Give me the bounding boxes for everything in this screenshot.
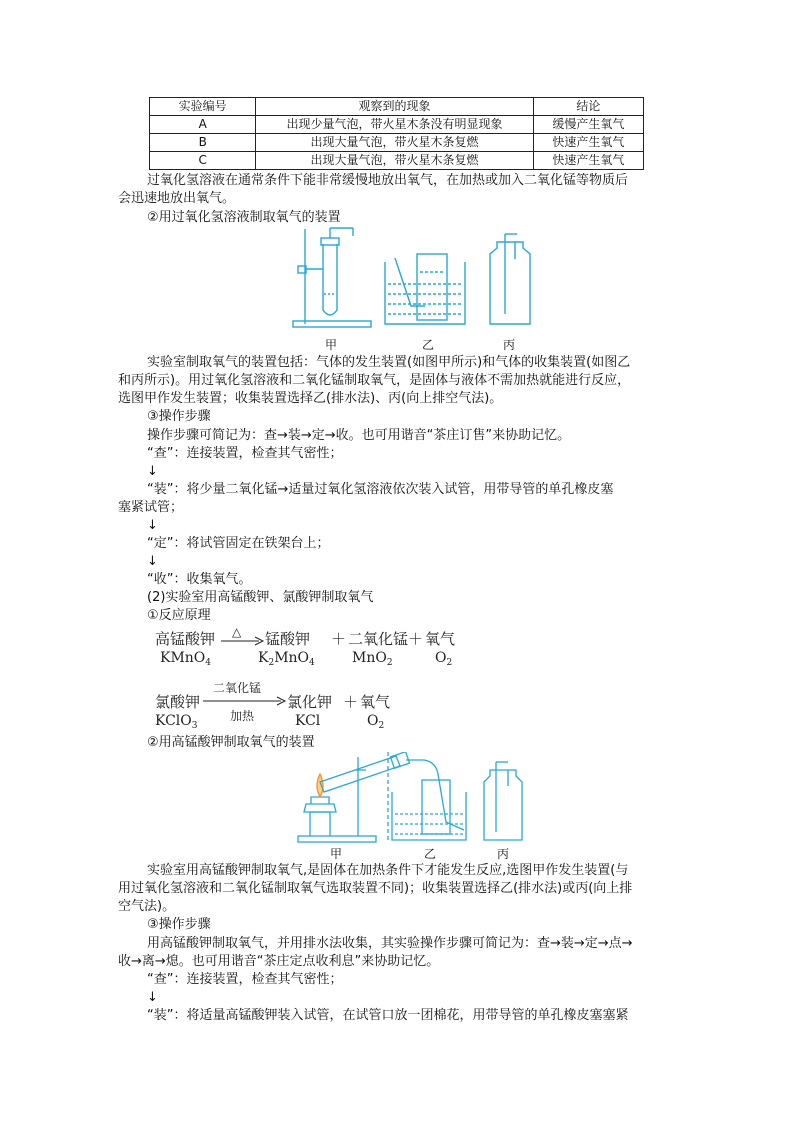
equation-kclo3 [155,683,485,731]
figure-label: 丙 [497,847,510,861]
figure-label: 乙 [424,847,437,861]
equation-kmno4 [155,625,485,676]
product-name: 氧气 [360,693,391,711]
figure-label: 乙 [422,338,435,352]
table-cell: A [150,116,256,134]
reaction-condition-top: 二氧化锰 [213,681,262,695]
paragraph-line: 和丙所示)。用过氧化氢溶液和二氧化锰制取氧气，是固体与液体不需加热就能进行反应， [118,373,631,388]
product-formula: KCl [295,713,321,729]
table-cell: B [150,134,256,152]
table-cell: 出现少量气泡，带火星木条没有明显现象 [256,116,533,134]
plus-sign: ＋ [343,693,359,711]
iron-stand-icon [293,228,371,327]
water-trough-icon [385,254,465,324]
reaction-arrow-icon [221,636,265,646]
table-cell: 快速产生氧气 [533,152,643,170]
reaction-condition: △ [232,625,242,639]
h2o2-apparatus-figure [285,224,535,332]
paragraph-line: 实验室制取氧气的装置包括：气体的发生装置(如图甲所示)和气体的收集装置(如图乙 [147,355,631,370]
step-arrow: ↓ [147,554,158,569]
step-line: “查”：连接装置，检查其气密性； [147,446,343,461]
step-line: “装”：将适量高锰酸钾装入试管，在试管口放一团棉花，用带导管的单孔橡皮塞塞紧 [147,1008,629,1023]
section-heading: ①反应原理 [147,608,211,623]
table-header-row [150,98,644,116]
product-name: 氯化钾 [287,693,333,711]
reactant-name: 高锰酸钾 [155,630,216,648]
table-cell: 缓慢产生氧气 [533,116,643,134]
paragraph-line: 实验室用高锰酸钾制取氧气,是固体在加热条件下才能发生反应,选图甲作发生装置(与 [147,863,629,878]
table-cell: 出现大量气泡，带火星木条复燃 [256,152,533,170]
product-formula: $O_2$ [435,650,453,668]
paragraph-line: 过氧化氢溶液在通常条件下能非常缓慢地放出氧气，在加热或加入二氧化锰等物质后 [147,173,629,188]
step-arrow: ↓ [147,464,158,479]
product-formula: $O_2$ [367,713,385,731]
figure-label: 丙 [503,338,516,352]
table-header: 实验编号 [150,98,256,116]
paragraph-line: 用过氧化氢溶液和二氧化锰制取氧气选取装置不同)；收集装置选择乙(排水法)或丙(向上排 [118,881,633,896]
paragraph-line: 空气法)。 [118,899,176,914]
paragraph-line: 用高锰酸钾制取氧气，并用排水法收集，其实验操作步骤可简记为：查→装→定→点→ [147,936,633,951]
step-line: 塞紧试管； [118,500,184,515]
table-cell: C [150,152,256,170]
table-row [150,116,644,134]
reaction-condition-bottom: 加热 [230,709,255,723]
paragraph-line: 操作步骤可简记为：查→装→定→收。也可用谐音“茶庄订售”来协助记忆。 [147,428,571,443]
product-name: 氧气 [425,630,456,648]
gas-collecting-bottle-icon [484,762,522,840]
section-heading: ②用过氧化氢溶液制取氧气的装置 [147,210,341,225]
paragraph-line: 选图甲作发生装置；收集装置选择乙(排水法)、丙(向上排空气法)。 [118,391,503,406]
kmno4-apparatus-figure [296,752,556,844]
reactant-formula: KMnO$_4$ [160,650,212,668]
table-cell: 快速产生氧气 [533,134,643,152]
heating-apparatus-icon [298,752,464,842]
reactant-formula: KClO$_3$ [155,713,198,731]
paragraph-line: 会迅速地放出氧气。 [118,191,236,206]
section-heading: ③操作步骤 [147,917,211,932]
section-heading: (2)实验室用高锰酸钾、氯酸钾制取氧气 [147,590,374,605]
figure-label: 甲 [325,338,338,352]
experiment-result-table [149,97,644,170]
product-formula: $K_2MnO_4$ [258,650,315,668]
step-line: “收”：收集氧气。 [147,572,252,587]
table-row [150,134,644,152]
product-formula: MnO$_2$ [352,650,393,668]
water-trough-icon [392,780,466,840]
table-row [150,152,644,170]
table-cell: 出现大量气泡，带火星木条复燃 [256,134,533,152]
reactant-name: 氯酸钾 [155,693,201,711]
reaction-arrow-icon [203,696,287,706]
table-header: 观察到的现象 [256,98,533,116]
table-header: 结论 [533,98,643,116]
step-arrow: ↓ [147,518,158,533]
plus-sign: ＋ [331,630,347,648]
section-heading: ③操作步骤 [147,409,211,424]
step-arrow: ↓ [147,990,158,1005]
step-line: “装”：将少量二氧化锰→适量过氧化氢溶液依次装入试管，用带导管的单孔橡皮塞 [147,482,614,497]
product-name: 锰酸钾 [265,630,311,648]
paragraph-line: 收→离→熄。也可用谐音“茶庄定点收利息”来协助记忆。 [118,954,440,969]
section-heading: ②用高锰酸钾制取氧气的装置 [147,735,315,750]
plus-sign: ＋ [408,630,424,648]
step-line: “查”：连接装置，检查其气密性； [147,972,343,987]
product-name: 二氧化锰 [348,630,409,648]
figure-label: 甲 [330,847,343,861]
gas-collecting-bottle-icon [490,234,530,324]
step-line: “定”：将试管固定在铁架台上； [147,536,330,551]
